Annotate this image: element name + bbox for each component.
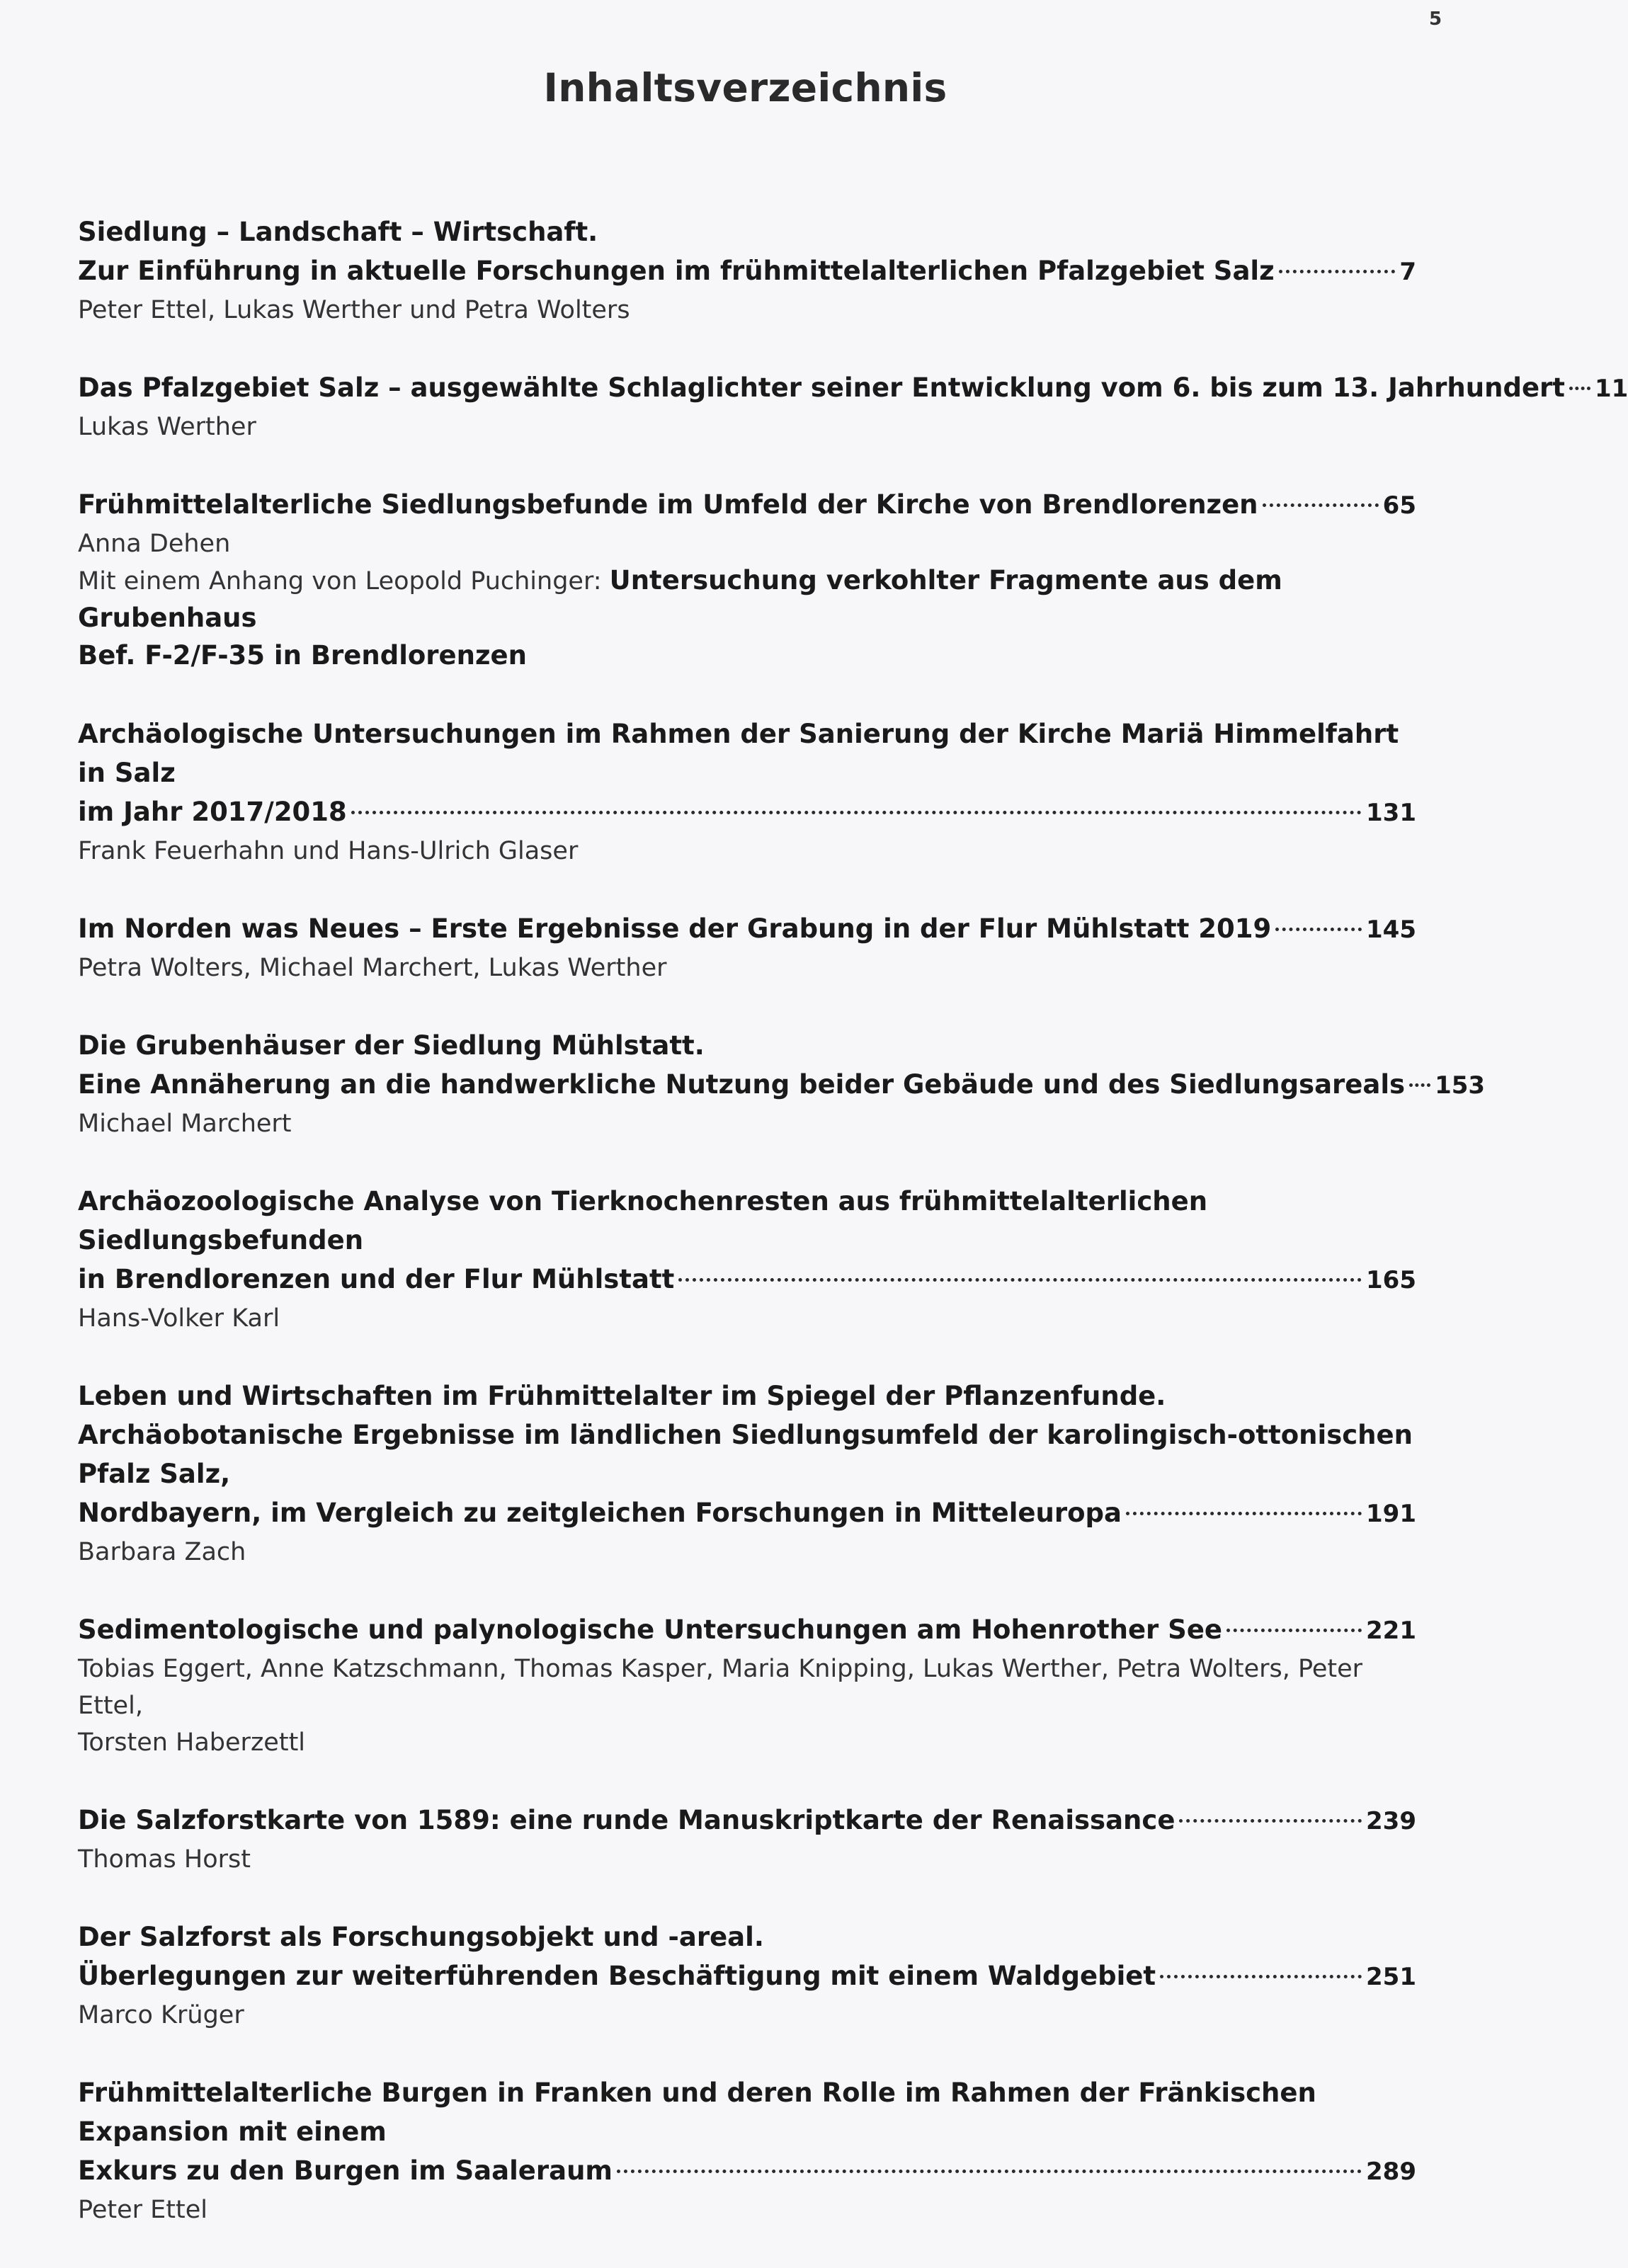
- entry-title-leader: [78, 1801, 1416, 1841]
- entry-title: Archäozoologische Analyse von Tierknochenresten aus frühmittelalterlichen Siedlungsbefunden: [78, 1186, 1208, 1255]
- dot-leader: [1126, 1512, 1362, 1515]
- entry-authors: Lukas Werther: [78, 413, 256, 441]
- entry-annex: [78, 562, 1416, 637]
- entry-title-leader: [78, 2151, 1416, 2192]
- entry-page-number: 289: [1366, 2158, 1416, 2186]
- entry-authors: Hans-Volker Karl: [78, 1304, 280, 1333]
- page-title: Inhaltsverzeichnis: [543, 65, 947, 110]
- dot-leader: [678, 1278, 1362, 1282]
- entry-authors: Anna Dehen: [78, 530, 231, 558]
- dot-leader: [1569, 387, 1590, 390]
- toc-entry: [78, 212, 1416, 329]
- entry-page-number: 165: [1366, 1266, 1416, 1294]
- toc-entry: [78, 485, 1416, 675]
- entry-title: Das Pfalzgebiet Salz – ausgewählte Schlaglichter seiner Entwicklung vom 6. bis zum 13. Jahrhundert: [78, 372, 1565, 403]
- entry-title-leader: [78, 909, 1416, 950]
- entry-title: Frühmittelalterliche Burgen in Franken und deren Rolle im Rahmen der Fränkischen Expansion mit einem: [78, 2078, 1316, 2147]
- dot-leader: [351, 811, 1362, 814]
- toc-entry: [78, 1182, 1416, 1337]
- entry-title: Überlegungen zur weiterführenden Beschäftigung mit einem Waldgebiet: [78, 1961, 1156, 1991]
- entry-authors: Petra Wolters, Michael Marchert, Lukas Werther: [78, 954, 667, 982]
- entry-title: Siedlung – Landschaft – Wirtschaft.: [78, 217, 598, 247]
- entry-title-leader: [78, 1260, 1416, 1300]
- annex-title: Bef. F-2/F-35 in Brendlorenzen: [78, 640, 527, 671]
- entry-authors: Marco Krüger: [78, 2001, 244, 2029]
- annex-prefix: Mit einem Anhang von Leopold Puchinger:: [78, 567, 610, 596]
- entry-authors: Tobias Eggert, Anne Katzschmann, Thomas Kasper, Maria Knipping, Lukas Werther, Petra Wolters, Peter Ettel,: [78, 1655, 1363, 1720]
- entry-title: Archäobotanische Ergebnisse im ländlichen Siedlungsumfeld der karolingisch-ottonischen Pfalz Salz,: [78, 1420, 1413, 1489]
- entry-title: im Jahr 2017/2018: [78, 797, 347, 827]
- table-of-contents: [78, 212, 1628, 2268]
- entry-title-leader: [78, 792, 1416, 833]
- entry-title: Exkurs zu den Burgen im Saaleraum: [78, 2155, 613, 2186]
- entry-page-number: 221: [1366, 1617, 1416, 1645]
- annex-title: Untersuchung verkohlter Fragmente aus dem Grubenhaus: [78, 565, 1282, 633]
- toc-entry: [78, 1801, 1416, 1878]
- dot-leader: [1275, 928, 1362, 931]
- toc-entry: [78, 368, 1628, 445]
- entry-page-number: 131: [1366, 799, 1416, 827]
- entry-title-leader: [78, 251, 1416, 292]
- dot-leader: [617, 2170, 1362, 2173]
- dot-leader: [1226, 1629, 1362, 1632]
- entry-authors: Peter Ettel, Lukas Werther und Petra Wolters: [78, 296, 630, 324]
- toc-entry: [78, 2073, 1416, 2228]
- entry-title-leader: [78, 1610, 1416, 1651]
- entry-title-leader: [78, 485, 1416, 525]
- entry-authors: Torsten Haberzettl: [78, 1728, 306, 1757]
- entry-title-leader: [78, 368, 1628, 409]
- entry-title-leader: [78, 1956, 1416, 1997]
- entry-title: Eine Annäherung an die handwerkliche Nutzung beider Gebäude und des Siedlungsareals: [78, 1069, 1406, 1100]
- entry-title: in Brendlorenzen und der Flur Mühlstatt: [78, 1264, 675, 1294]
- entry-authors: Thomas Horst: [78, 1845, 251, 1874]
- entry-authors: Michael Marchert: [78, 1110, 292, 1138]
- entry-title: Der Salzforst als Forschungsobjekt und -areal.: [78, 1922, 764, 1952]
- entry-title: Die Grubenhäuser der Siedlung Mühlstatt.: [78, 1030, 705, 1061]
- entry-page-number: 7: [1399, 258, 1416, 286]
- entry-page-number: 251: [1366, 1963, 1416, 1991]
- entry-title: Die Salzforstkarte von 1589: eine runde Manuskriptkarte der Renaissance: [78, 1805, 1176, 1835]
- entry-title: Nordbayern, im Vergleich zu zeitgleichen Forschungen in Mitteleuropa: [78, 1498, 1122, 1528]
- entry-page-number: 65: [1382, 491, 1416, 520]
- toc-entry: [78, 1917, 1416, 2034]
- entry-title: Leben und Wirtschaften im Frühmittelalter im Spiegel der Pflanzenfunde.: [78, 1381, 1166, 1411]
- entry-page-number: 11: [1594, 375, 1628, 403]
- entry-title: Sedimentologische und palynologische Untersuchungen am Hohenrother See: [78, 1614, 1223, 1645]
- entry-authors: Barbara Zach: [78, 1538, 246, 1566]
- entry-title: Archäologische Untersuchungen im Rahmen der Sanierung der Kirche Mariä Himmelfahrt in Salz: [78, 719, 1399, 788]
- entry-page-number: 239: [1366, 1807, 1416, 1835]
- entry-title: Frühmittelalterliche Siedlungsbefunde im Umfeld der Kirche von Brendlorenzen: [78, 489, 1258, 520]
- entry-title-leader: [78, 1493, 1416, 1534]
- toc-entry: [78, 1377, 1416, 1571]
- entry-authors: Frank Feuerhahn und Hans-Ulrich Glaser: [78, 837, 579, 865]
- entry-title-leader: [78, 1065, 1486, 1105]
- entry-page-number: 153: [1435, 1071, 1486, 1100]
- toc-entry: [78, 1026, 1486, 1142]
- dot-leader: [1160, 1975, 1362, 1978]
- dot-leader: [1279, 270, 1396, 273]
- toc-entry: [78, 1610, 1416, 1761]
- entry-annex: [78, 637, 1416, 675]
- dot-leader: [1409, 1083, 1430, 1087]
- entry-authors: Peter Ettel: [78, 2196, 207, 2224]
- entry-title: Im Norden was Neues – Erste Ergebnisse der Grabung in der Flur Mühlstatt 2019: [78, 913, 1272, 944]
- page-number: 5: [1429, 8, 1442, 30]
- entry-page-number: 145: [1366, 916, 1416, 944]
- toc-entry: [78, 714, 1416, 870]
- dot-leader: [1179, 1819, 1362, 1823]
- toc-entry: [78, 909, 1416, 986]
- dot-leader: [1263, 503, 1379, 507]
- entry-title: Zur Einführung in aktuelle Forschungen im frühmittelalterlichen Pfalzgebiet Salz: [78, 256, 1275, 286]
- entry-page-number: 191: [1366, 1500, 1416, 1528]
